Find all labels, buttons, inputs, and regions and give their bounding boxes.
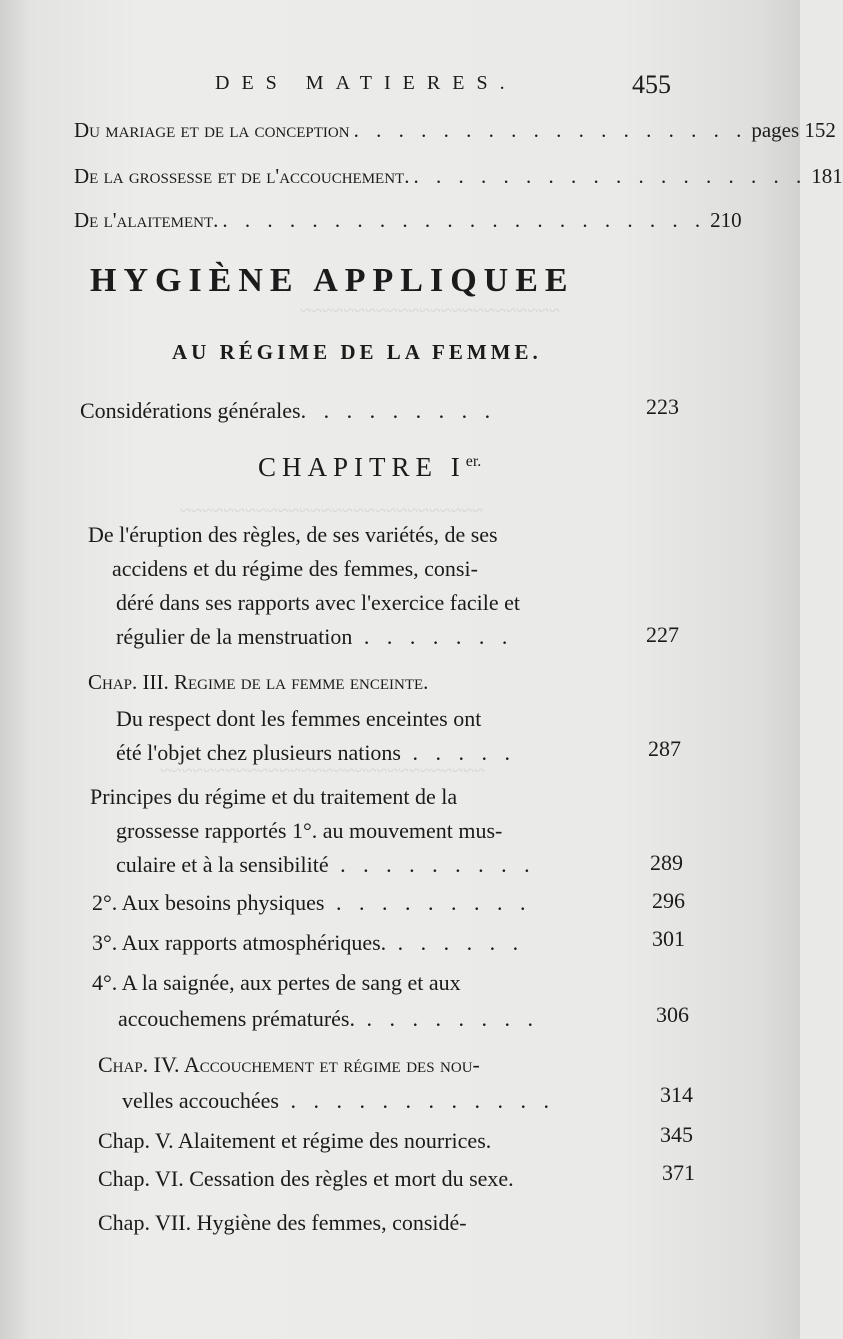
toc-entry-page: 181: [811, 164, 843, 188]
toc-entry-title: De la grossesse et de l'accouchement.: [74, 164, 410, 188]
leader-dots: . . . . . . . . . . . . . . . . . . . . . .: [222, 208, 707, 232]
general-considerations: [80, 398, 496, 424]
show-through-text: ~~~~~~~~~~~~~~~~~~~~~~~~: [300, 300, 560, 322]
general-considerations-page: 223: [646, 394, 679, 419]
chapter3-item4-page: 306: [656, 1002, 689, 1027]
chapter3-respect-line: été l'objet chez plusieurs nations: [116, 740, 401, 765]
chapter3-item4-line-last: [118, 1006, 539, 1032]
leader-dots: . . . . . . . . .: [300, 398, 497, 423]
chapter4-page: 314: [660, 1082, 693, 1107]
show-through-text: ~~~~~~~~~~~~~~~~~~~~~~~~~~~~: [180, 500, 483, 522]
chapter6-line: Chap. VI. Cessation des règles et mort du sexe.: [98, 1166, 514, 1191]
chapter3-respect-line-last: [116, 740, 516, 766]
chapter4-line-last: [122, 1088, 555, 1114]
show-through-text: ~~~~~~~~~~~~~~~~~~~~~~~~~~~~~~: [160, 760, 485, 782]
chapter3-item-page: 301: [652, 926, 685, 951]
toc-entry: [74, 118, 836, 143]
leader-dots: . . . . . . . . .: [324, 890, 532, 915]
chapter3-principes-line: Principes du régime et du traitement de la: [90, 784, 458, 809]
chapter3-item4-line: 4°. A la saignée, aux pertes de sang et aux: [92, 970, 461, 995]
chapter1-line: accidens et du régime des femmes, consi-: [112, 556, 478, 581]
leader-dots: . . . . . .: [386, 930, 525, 955]
chapter3-principes-line-last: [116, 852, 536, 878]
chapter3-principes-page: 289: [650, 850, 683, 875]
chapter3-respect-line: Du respect dont les femmes enceintes ont: [116, 706, 482, 731]
leader-dots: . . . . . . . . .: [328, 852, 536, 877]
chapter6-page: 371: [662, 1160, 695, 1185]
chapter-heading: [258, 452, 481, 483]
chapter3-item-page: 296: [652, 888, 685, 913]
chapter4-line-text: Chap. IV. Accouchement et régime des nou-: [98, 1052, 480, 1077]
chapter3-respect-page: 287: [648, 736, 681, 761]
chapter3-principes-line: culaire et à la sensibilité: [116, 852, 329, 877]
section-subtitle: AU RÉGIME DE LA FEMME.: [172, 340, 542, 364]
toc-entry-page: pages 152: [751, 118, 836, 142]
chapter4-line-text: velles accouchées: [122, 1088, 279, 1113]
running-header: DES MATIERES.: [215, 72, 517, 94]
leader-dots: . . . . . . . . . . . . . . . . . .: [413, 164, 808, 188]
chapter1-line: déré dans ses rapports avec l'exercice facile et: [116, 590, 521, 615]
chapter3-heading: Chap. III. Regime de la femme enceinte.: [88, 670, 429, 694]
toc-entry-title: Du mariage et de la conception: [74, 118, 350, 142]
page-number: 455: [632, 70, 671, 99]
chapter3-item: [92, 890, 531, 916]
chapter7-line: Chap. VII. Hygiène des femmes, considé-: [98, 1210, 467, 1235]
chapter1-line: De l'éruption des règles, de ses variétés, de ses: [88, 522, 498, 547]
chapter5-page: 345: [660, 1122, 693, 1147]
leader-dots: . . . . . . . .: [355, 1006, 539, 1031]
chapter-heading-text: CHAPITRE I: [258, 452, 466, 482]
chapter1-line: régulier de la menstruation: [116, 624, 353, 649]
chapter4-line: [98, 1052, 480, 1078]
toc-entry-title: De l'alaitement.: [74, 208, 219, 232]
chapter3-item-text: 3°. Aux rapports atmosphériques.: [92, 930, 387, 955]
section-title: HYGIÈNE APPLIQUEE: [90, 262, 575, 299]
toc-entry: [74, 208, 742, 233]
chapter3-item4-line: accouchemens prématurés.: [118, 1006, 355, 1031]
general-considerations-text: Considérations générales: [80, 398, 301, 423]
leader-dots: . . . . . . . . . . . . . . . . . .: [353, 118, 748, 142]
leader-dots: . . . . .: [401, 740, 516, 765]
chapter1-line-last: [116, 624, 513, 650]
chapter3-item-text: 2°. Aux besoins physiques: [92, 890, 325, 915]
toc-entry-page: 210: [710, 208, 742, 232]
chapter5-line: Chap. V. Alaitement et régime des nourrices.: [98, 1128, 492, 1153]
chapter3-item: [92, 930, 524, 956]
chapter-heading-sup: er.: [465, 453, 482, 470]
toc-entry: [74, 164, 843, 189]
leader-dots: . . . . . . .: [352, 624, 514, 649]
leader-dots: . . . . . . . . . . . .: [278, 1088, 555, 1113]
chapter1-page: 227: [646, 622, 679, 647]
chapter3-principes-line: grossesse rapportés 1°. au mouvement mus-: [116, 818, 503, 843]
